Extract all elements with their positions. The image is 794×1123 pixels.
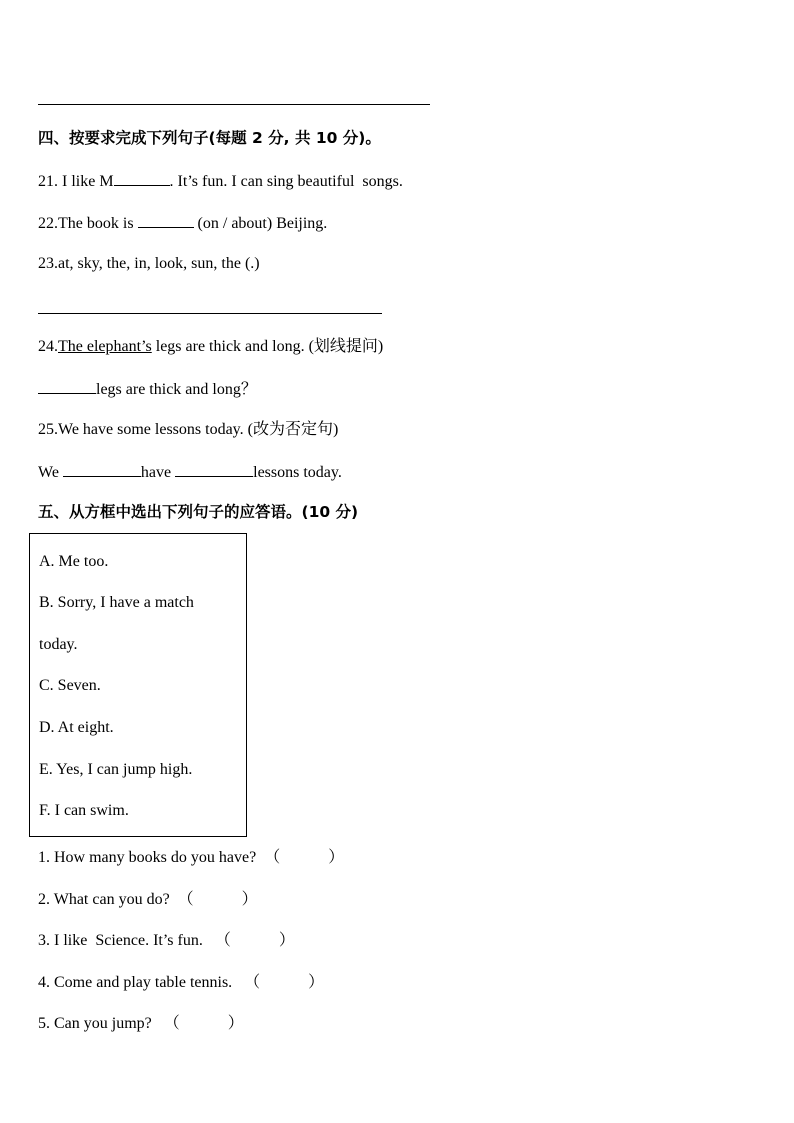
question-24-blank[interactable] [38, 378, 96, 394]
question-24-answer-text: legs are thick and long？ [96, 381, 257, 398]
s5-question-2: 2. What can you do? （ ） [38, 891, 258, 908]
question-25-answer-post: lessons today. [253, 464, 342, 481]
question-21 [38, 170, 403, 192]
question-21-suffix: . It’s fun. I can sing beautiful songs. [169, 173, 403, 190]
question-22 [38, 212, 327, 234]
question-25-number: 25 [38, 421, 54, 438]
question-22-number: 22 [38, 215, 54, 232]
option-d: D. At eight. [39, 719, 114, 736]
question-25-answer-mid: have [140, 464, 176, 481]
question-21-number: 21 [38, 173, 54, 190]
question-22-prefix: .The book is [54, 215, 138, 232]
options-box [29, 533, 247, 837]
question-22-suffix: (on / about) Beijing. [193, 215, 328, 232]
question-23-text: .at, sky, the, in, look, sun, the (.) [54, 255, 260, 272]
option-c: C. Seven. [39, 677, 101, 694]
question-24-underlined: The elephant’s [58, 338, 152, 355]
option-a: A. Me too. [39, 553, 109, 570]
answer-line-top [38, 104, 430, 105]
question-22-blank[interactable] [138, 212, 194, 228]
question-25-answer-pre: We [38, 464, 63, 481]
question-25-blank-2[interactable] [175, 461, 253, 477]
s5-question-4: 4. Come and play table tennis. （ ） [38, 974, 325, 991]
s5-question-1: 1. How many books do you have? （ ） [38, 849, 345, 866]
question-25-answer [38, 461, 342, 483]
question-21-prefix: . I like M [54, 173, 114, 190]
question-25-blank-1[interactable] [63, 461, 141, 477]
option-b: B. Sorry, I have a match [39, 594, 194, 611]
question-23 [38, 254, 260, 274]
question-24-answer [38, 378, 257, 400]
s5-question-5: 5. Can you jump? （ ） [38, 1015, 244, 1032]
question-24-prefix: . [54, 338, 58, 355]
option-e: E. Yes, I can jump high. [39, 761, 193, 778]
question-23-number: 23 [38, 255, 54, 272]
question-24 [38, 337, 383, 357]
option-b-continued: today. [39, 636, 78, 653]
section4-heading: 四、按要求完成下列句子(每题 2 分, 共 10 分)。 [38, 129, 381, 147]
question-23-answer-line[interactable] [38, 313, 382, 314]
question-24-number: 24 [38, 338, 54, 355]
question-25-text: .We have some lessons today. (改为否定句) [54, 421, 339, 438]
s5-question-3: 3. I like Science. It’s fun. （ ） [38, 932, 295, 949]
question-21-blank[interactable] [114, 170, 170, 186]
option-f: F. I can swim. [39, 802, 129, 819]
question-25 [38, 420, 338, 440]
section5-heading: 五、从方框中选出下列句子的应答语。(10 分) [38, 503, 359, 521]
question-24-suffix: legs are thick and long. (划线提问) [151, 338, 384, 355]
